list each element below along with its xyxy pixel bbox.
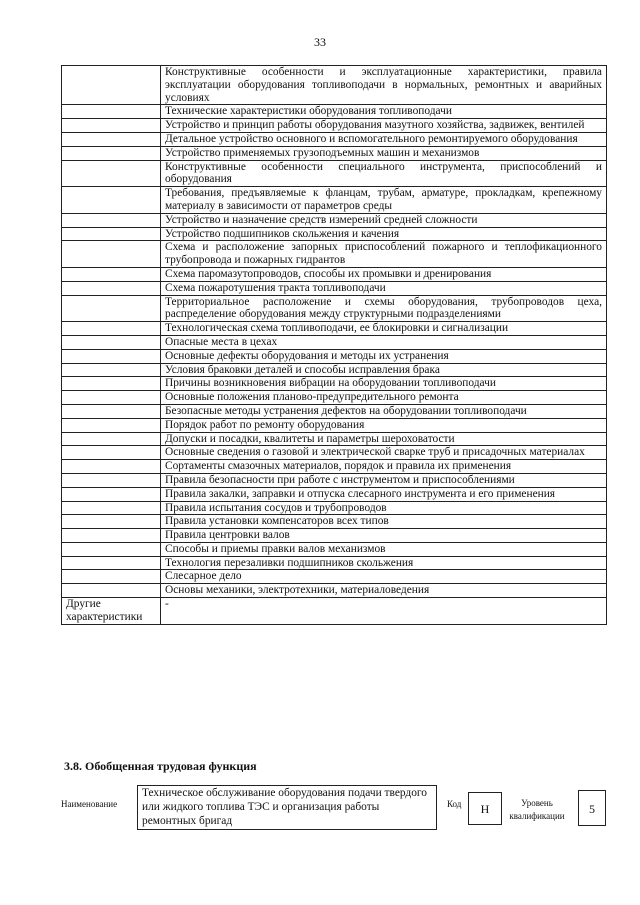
requirement-item: Правила испытания сосудов и трубопроводов	[161, 501, 607, 515]
requirement-item: Требования, предъявляемые к фланцам, трубам, арматуре, прокладкам, крепежному материалу в зависимости от параметров среды	[161, 187, 607, 214]
table-row	[62, 446, 607, 460]
section-title: 3.8. Обобщенная трудовая функция	[64, 759, 257, 773]
left-empty-cell	[62, 66, 161, 105]
requirements-table	[61, 65, 607, 625]
requirement-item: Схема паромазутопроводов, способы их промывки и дренирования	[161, 267, 607, 281]
table-row	[62, 281, 607, 295]
requirement-item: Способы и приемы правки валов механизмов	[161, 542, 607, 556]
requirement-item: Сортаменты смазочных материалов, порядок и правила их применения	[161, 460, 607, 474]
name-label: Наименование	[61, 799, 118, 809]
requirement-item: Основные положения планово-предупредительного ремонта	[161, 391, 607, 405]
other-characteristics-value: -	[161, 598, 607, 625]
requirement-item: Допуски и посадки, квалитеты и параметры шероховатости	[161, 432, 607, 446]
table-row	[62, 529, 607, 543]
requirement-item: Детальное устройство основного и вспомогательного ремонтируемого оборудования	[161, 132, 607, 146]
requirement-item: Основные дефекты оборудования и методы их устранения	[161, 349, 607, 363]
left-empty-cell	[62, 146, 161, 160]
table-row	[62, 432, 607, 446]
table-row	[62, 335, 607, 349]
table-row	[62, 487, 607, 501]
code-label: Код	[447, 799, 462, 809]
requirement-item: Устройство подшипников скольжения и качения	[161, 227, 607, 241]
table-row	[62, 473, 607, 487]
requirement-item: Основные сведения о газовой и электрической сварке труб и присадочных материалах	[161, 446, 607, 460]
requirement-item: Устройство и назначение средств измерений средней сложности	[161, 213, 607, 227]
table-row	[62, 501, 607, 515]
table-row	[62, 349, 607, 363]
table-row	[62, 160, 607, 187]
left-empty-cell	[62, 349, 161, 363]
table-row	[62, 570, 607, 584]
qualification-level-value: 5	[578, 790, 606, 826]
left-empty-cell	[62, 404, 161, 418]
requirement-item: Опасные места в цехах	[161, 335, 607, 349]
left-empty-cell	[62, 377, 161, 391]
requirement-item: Устройство применяемых грузоподъемных машин и механизмов	[161, 146, 607, 160]
table-row	[62, 227, 607, 241]
left-empty-cell	[62, 473, 161, 487]
requirement-item: Территориальное расположение и схемы оборудования, трубопроводов цеха, распределение оборудования между структурными подразделениями	[161, 295, 607, 322]
left-empty-cell	[62, 281, 161, 295]
table-row	[62, 322, 607, 336]
code-value: H	[468, 792, 502, 825]
left-empty-cell	[62, 418, 161, 432]
left-empty-cell	[62, 105, 161, 119]
left-empty-cell	[62, 335, 161, 349]
left-empty-cell	[62, 542, 161, 556]
left-empty-cell	[62, 556, 161, 570]
table-row	[62, 146, 607, 160]
requirement-item: Схема пожаротушения тракта топливоподачи	[161, 281, 607, 295]
requirement-item: Конструктивные особенности и эксплуатационные характеристики, правила эксплуатации оборудования топливоподачи в нормальных, ремонтных и аварийных условиях	[161, 66, 607, 105]
table-row	[62, 267, 607, 281]
table-row	[62, 404, 607, 418]
other-characteristics-row	[62, 598, 607, 625]
left-empty-cell	[62, 160, 161, 187]
requirement-item: Основы механики, электротехники, материаловедения	[161, 584, 607, 598]
left-empty-cell	[62, 322, 161, 336]
table-row	[62, 556, 607, 570]
table-row	[62, 515, 607, 529]
requirement-item: Правила закалки, заправки и отпуска слесарного инструмента и его применения	[161, 487, 607, 501]
left-empty-cell	[62, 213, 161, 227]
requirement-item: Правила установки компенсаторов всех типов	[161, 515, 607, 529]
table-row	[62, 584, 607, 598]
table-row	[62, 418, 607, 432]
table-row	[62, 119, 607, 133]
requirement-item: Схема и расположение запорных приспособлений пожарного и теплофикационного трубопровода и пожарных гидрантов	[161, 241, 607, 268]
table-row	[62, 542, 607, 556]
table-row	[62, 391, 607, 405]
left-empty-cell	[62, 432, 161, 446]
left-empty-cell	[62, 570, 161, 584]
left-empty-cell	[62, 501, 161, 515]
requirement-item: Безопасные методы устранения дефектов на оборудовании топливоподачи	[161, 404, 607, 418]
left-empty-cell	[62, 515, 161, 529]
left-empty-cell	[62, 460, 161, 474]
qualification-level-label: Уровень квалификации	[509, 798, 565, 821]
table-row	[62, 66, 607, 105]
left-empty-cell	[62, 446, 161, 460]
name-value: Техническое обслуживание оборудования подачи твердого или жидкого топлива ТЭС и организация работы ремонтных бригад	[137, 785, 437, 830]
left-empty-cell	[62, 584, 161, 598]
table-row	[62, 241, 607, 268]
requirement-item: Условия браковки деталей и способы исправления брака	[161, 363, 607, 377]
requirement-item: Правила центровки валов	[161, 529, 607, 543]
left-empty-cell	[62, 295, 161, 322]
page-number: 33	[314, 35, 326, 49]
requirement-item: Технологическая схема топливоподачи, ее блокировки и сигнализации	[161, 322, 607, 336]
table-row	[62, 132, 607, 146]
left-empty-cell	[62, 119, 161, 133]
left-empty-cell	[62, 487, 161, 501]
other-characteristics-label: Другие характеристики	[62, 598, 161, 625]
left-empty-cell	[62, 529, 161, 543]
left-empty-cell	[62, 187, 161, 214]
left-empty-cell	[62, 227, 161, 241]
requirement-item: Слесарное дело	[161, 570, 607, 584]
requirement-item: Причины возникновения вибрации на оборудовании топливоподачи	[161, 377, 607, 391]
left-empty-cell	[62, 132, 161, 146]
left-empty-cell	[62, 363, 161, 377]
requirement-item: Конструктивные особенности специального инструмента, приспособлений и оборудования	[161, 160, 607, 187]
table-row	[62, 363, 607, 377]
left-empty-cell	[62, 391, 161, 405]
requirement-item: Устройство и принцип работы оборудования мазутного хозяйства, задвижек, вентилей	[161, 119, 607, 133]
left-empty-cell	[62, 241, 161, 268]
requirement-item: Технические характеристики оборудования топливоподачи	[161, 105, 607, 119]
table-row	[62, 213, 607, 227]
requirement-item: Порядок работ по ремонту оборудования	[161, 418, 607, 432]
table-row	[62, 460, 607, 474]
requirement-item: Правила безопасности при работе с инструментом и приспособлениями	[161, 473, 607, 487]
table-row	[62, 105, 607, 119]
table-row	[62, 187, 607, 214]
left-empty-cell	[62, 267, 161, 281]
requirement-item: Технология перезаливки подшипников скольжения	[161, 556, 607, 570]
table-row	[62, 295, 607, 322]
table-row	[62, 377, 607, 391]
